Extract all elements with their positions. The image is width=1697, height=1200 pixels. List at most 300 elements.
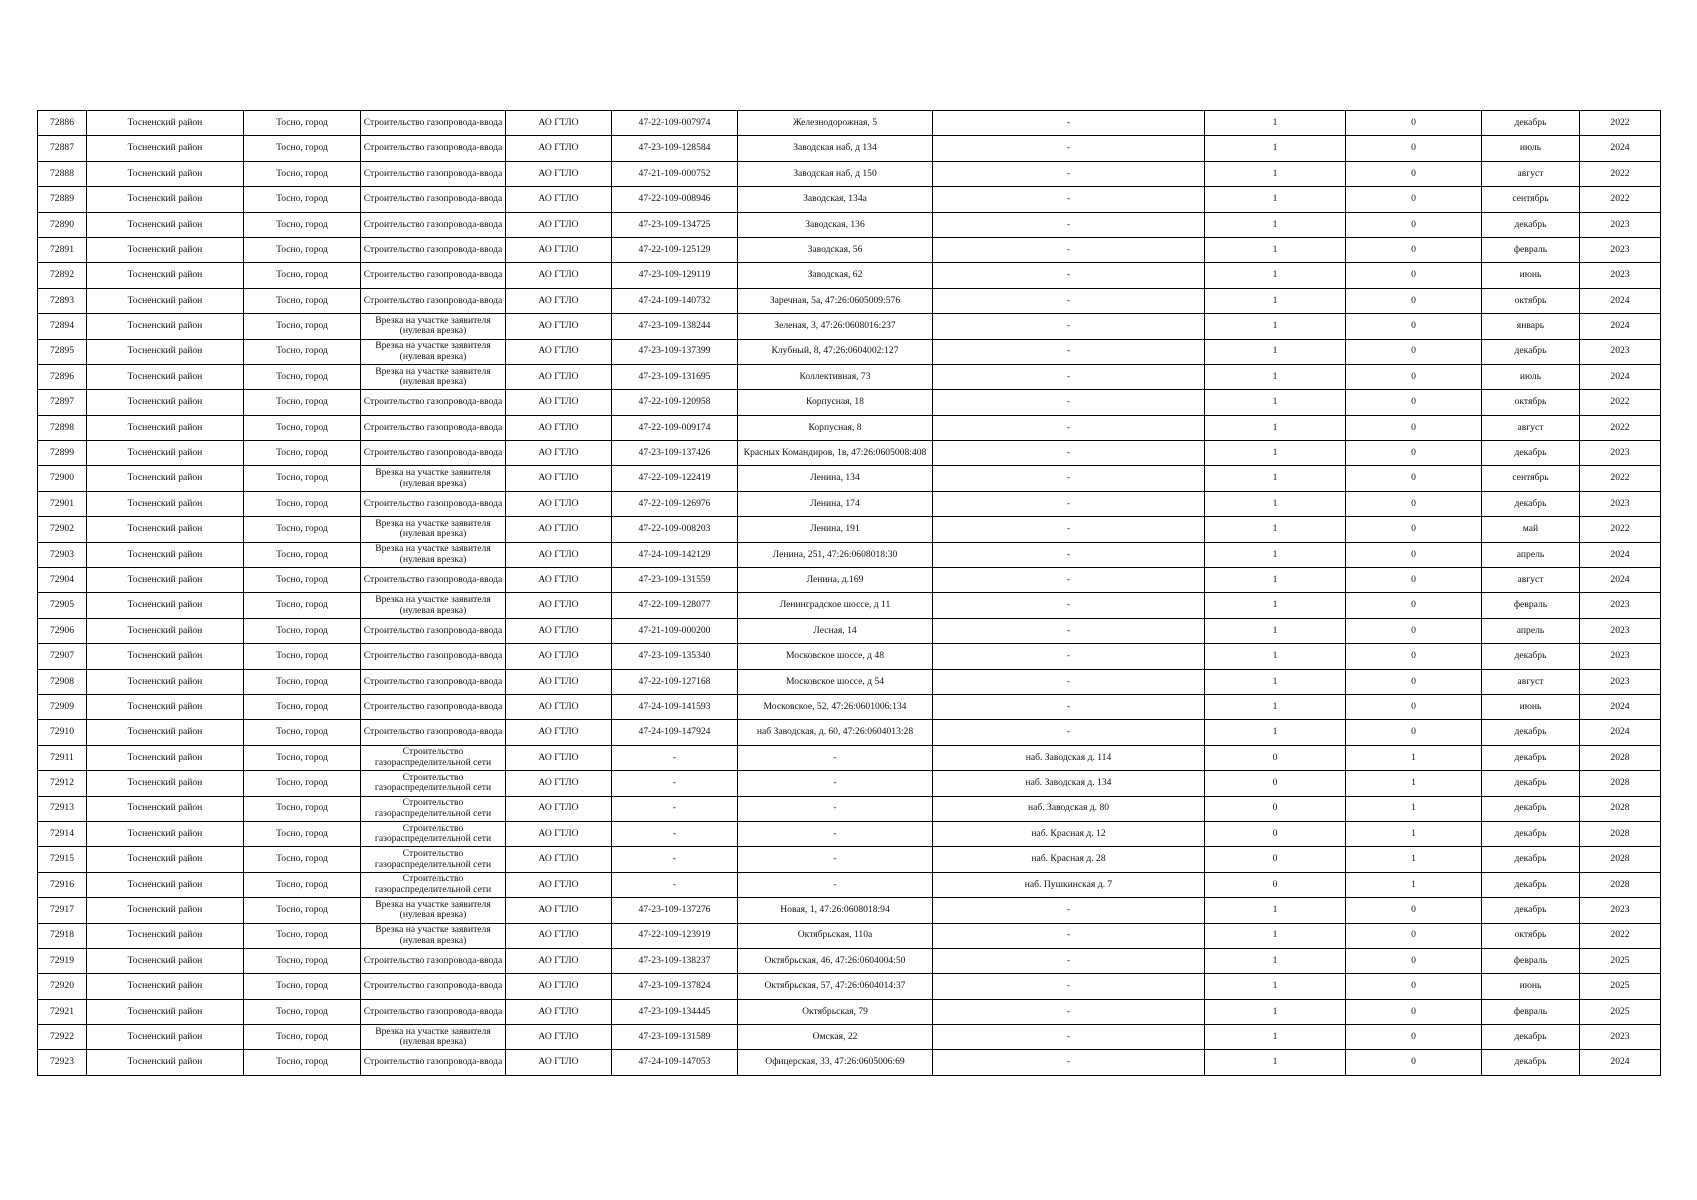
cell-work-type: Врезка на участке заявителя (нулевая врезка) (361, 542, 506, 567)
cell-work-type: Строительство газопровода-ввода (361, 618, 506, 643)
cell-row-number: 72921 (38, 999, 87, 1024)
cell-month: декабрь (1482, 745, 1580, 770)
cell-row-number: 72889 (38, 187, 87, 212)
cell-network-address: - (933, 720, 1205, 745)
cell-year: 2022 (1580, 415, 1661, 440)
cell-year: 2022 (1580, 517, 1661, 542)
cell-district: Тосненский район (87, 161, 244, 186)
cell-locality: Тосно, город (244, 847, 361, 872)
cell-network-address: - (933, 999, 1205, 1024)
cell-count-b: 0 (1346, 288, 1482, 313)
cell-application-number: - (612, 796, 738, 821)
cell-row-number: 72917 (38, 898, 87, 923)
cell-district: Тосненский район (87, 314, 244, 339)
cell-work-type: Строительство газопровода-ввода (361, 999, 506, 1024)
cell-locality: Тосно, город (244, 745, 361, 770)
cell-row-number: 72890 (38, 212, 87, 237)
cell-row-number: 72913 (38, 796, 87, 821)
cell-count-a: 1 (1205, 441, 1346, 466)
cell-address: Ленина, 251, 47:26:0608018:30 (738, 542, 933, 567)
cell-count-b: 0 (1346, 720, 1482, 745)
cell-district: Тосненский район (87, 364, 244, 389)
cell-count-a: 1 (1205, 948, 1346, 973)
cell-row-number: 72892 (38, 263, 87, 288)
cell-count-a: 1 (1205, 237, 1346, 262)
cell-count-b: 0 (1346, 314, 1482, 339)
cell-address: Ленинградское шоссе, д 11 (738, 593, 933, 618)
cell-district: Тосненский район (87, 999, 244, 1024)
cell-count-b: 0 (1346, 466, 1482, 491)
cell-count-b: 0 (1346, 694, 1482, 719)
cell-district: Тосненский район (87, 974, 244, 999)
cell-month: сентябрь (1482, 466, 1580, 491)
cell-locality: Тосно, город (244, 136, 361, 161)
cell-row-number: 72899 (38, 441, 87, 466)
table-row (38, 720, 1661, 745)
cell-application-number: 47-22-109-126976 (612, 491, 738, 516)
table-row (38, 466, 1661, 491)
cell-organization: АО ГТЛО (506, 898, 612, 923)
cell-network-address: - (933, 415, 1205, 440)
cell-locality: Тосно, город (244, 491, 361, 516)
table-row (38, 288, 1661, 313)
cell-locality: Тосно, город (244, 974, 361, 999)
cell-month: июль (1482, 364, 1580, 389)
cell-year: 2025 (1580, 948, 1661, 973)
cell-organization: АО ГТЛО (506, 974, 612, 999)
cell-month: июнь (1482, 263, 1580, 288)
cell-district: Тосненский район (87, 517, 244, 542)
cell-month: февраль (1482, 593, 1580, 618)
cell-network-address: - (933, 390, 1205, 415)
cell-row-number: 72905 (38, 593, 87, 618)
cell-locality: Тосно, город (244, 542, 361, 567)
cell-month: сентябрь (1482, 187, 1580, 212)
cell-locality: Тосно, город (244, 1050, 361, 1075)
cell-year: 2022 (1580, 466, 1661, 491)
cell-application-number: 47-23-109-131559 (612, 568, 738, 593)
cell-organization: АО ГТЛО (506, 314, 612, 339)
cell-district: Тосненский район (87, 339, 244, 364)
cell-count-a: 1 (1205, 923, 1346, 948)
cell-work-type: Строительство газопровода-ввода (361, 1050, 506, 1075)
cell-year: 2022 (1580, 161, 1661, 186)
cell-count-b: 1 (1346, 821, 1482, 846)
cell-locality: Тосно, город (244, 212, 361, 237)
cell-row-number: 72904 (38, 568, 87, 593)
cell-application-number: 47-23-109-137399 (612, 339, 738, 364)
cell-work-type: Врезка на участке заявителя (нулевая врезка) (361, 364, 506, 389)
cell-address: Ленина, 134 (738, 466, 933, 491)
table-row (38, 212, 1661, 237)
cell-application-number: 47-22-109-122419 (612, 466, 738, 491)
cell-organization: АО ГТЛО (506, 466, 612, 491)
cell-district: Тосненский район (87, 288, 244, 313)
cell-work-type: Строительство газопровода-ввода (361, 288, 506, 313)
cell-organization: АО ГТЛО (506, 390, 612, 415)
cell-month: октябрь (1482, 390, 1580, 415)
cell-work-type: Строительство газопровода-ввода (361, 263, 506, 288)
cell-network-address: - (933, 694, 1205, 719)
cell-row-number: 72911 (38, 745, 87, 770)
cell-count-b: 1 (1346, 872, 1482, 897)
cell-address: Офицерская, 33, 47:26:0605006:69 (738, 1050, 933, 1075)
cell-count-b: 0 (1346, 898, 1482, 923)
cell-row-number: 72886 (38, 111, 87, 136)
cell-year: 2022 (1580, 187, 1661, 212)
cell-year: 2024 (1580, 694, 1661, 719)
cell-address: Заводская, 134а (738, 187, 933, 212)
cell-application-number: 47-22-109-125129 (612, 237, 738, 262)
cell-year: 2028 (1580, 872, 1661, 897)
cell-row-number: 72910 (38, 720, 87, 745)
cell-work-type: Строительство газопровода-ввода (361, 644, 506, 669)
cell-district: Тосненский район (87, 872, 244, 897)
cell-row-number: 72895 (38, 339, 87, 364)
cell-work-type: Врезка на участке заявителя (нулевая врезка) (361, 898, 506, 923)
cell-month: декабрь (1482, 339, 1580, 364)
cell-address: Заречная, 5а, 47:26:0605009:576 (738, 288, 933, 313)
cell-address: Московское шоссе, д 54 (738, 669, 933, 694)
cell-organization: АО ГТЛО (506, 441, 612, 466)
table-row (38, 847, 1661, 872)
table-row (38, 898, 1661, 923)
cell-month: август (1482, 568, 1580, 593)
cell-work-type: Строительство газораспределительной сети (361, 771, 506, 796)
cell-month: декабрь (1482, 771, 1580, 796)
cell-count-b: 0 (1346, 517, 1482, 542)
cell-address: Коллективная, 73 (738, 364, 933, 389)
cell-organization: АО ГТЛО (506, 669, 612, 694)
table-row (38, 390, 1661, 415)
cell-district: Тосненский район (87, 390, 244, 415)
cell-count-a: 1 (1205, 1050, 1346, 1075)
cell-row-number: 72912 (38, 771, 87, 796)
cell-application-number: 47-22-109-123919 (612, 923, 738, 948)
cell-locality: Тосно, город (244, 821, 361, 846)
cell-count-b: 0 (1346, 568, 1482, 593)
cell-row-number: 72909 (38, 694, 87, 719)
cell-year: 2024 (1580, 314, 1661, 339)
cell-application-number: 47-24-109-147924 (612, 720, 738, 745)
cell-month: июнь (1482, 694, 1580, 719)
cell-month: декабрь (1482, 1050, 1580, 1075)
cell-organization: АО ГТЛО (506, 288, 612, 313)
cell-network-address: - (933, 491, 1205, 516)
cell-year: 2028 (1580, 821, 1661, 846)
cell-month: октябрь (1482, 288, 1580, 313)
cell-work-type: Строительство газопровода-ввода (361, 212, 506, 237)
cell-network-address: наб. Красная д. 28 (933, 847, 1205, 872)
cell-organization: АО ГТЛО (506, 212, 612, 237)
cell-work-type: Строительство газопровода-ввода (361, 720, 506, 745)
table-row (38, 187, 1661, 212)
cell-work-type: Строительство газопровода-ввода (361, 187, 506, 212)
cell-count-a: 1 (1205, 314, 1346, 339)
cell-count-b: 0 (1346, 618, 1482, 643)
cell-count-b: 0 (1346, 491, 1482, 516)
cell-row-number: 72891 (38, 237, 87, 262)
cell-count-b: 0 (1346, 593, 1482, 618)
cell-network-address: - (933, 237, 1205, 262)
cell-address: - (738, 847, 933, 872)
table-row (38, 948, 1661, 973)
table-row (38, 872, 1661, 897)
cell-locality: Тосно, город (244, 517, 361, 542)
cell-application-number: 47-23-109-135340 (612, 644, 738, 669)
cell-count-b: 0 (1346, 441, 1482, 466)
cell-locality: Тосно, город (244, 796, 361, 821)
cell-count-a: 1 (1205, 593, 1346, 618)
cell-network-address: - (933, 593, 1205, 618)
cell-year: 2028 (1580, 745, 1661, 770)
cell-row-number: 72915 (38, 847, 87, 872)
cell-month: август (1482, 415, 1580, 440)
table-row (38, 263, 1661, 288)
cell-application-number: 47-23-109-138244 (612, 314, 738, 339)
cell-month: декабрь (1482, 898, 1580, 923)
cell-district: Тосненский район (87, 669, 244, 694)
cell-address: Красных Командиров, 1в, 47:26:0605008:408 (738, 441, 933, 466)
cell-month: декабрь (1482, 872, 1580, 897)
cell-count-b: 0 (1346, 948, 1482, 973)
cell-count-b: 1 (1346, 771, 1482, 796)
cell-network-address: - (933, 923, 1205, 948)
cell-locality: Тосно, город (244, 999, 361, 1024)
cell-address: Корпусная, 18 (738, 390, 933, 415)
cell-district: Тосненский район (87, 1025, 244, 1050)
cell-organization: АО ГТЛО (506, 847, 612, 872)
cell-row-number: 72901 (38, 491, 87, 516)
cell-network-address: - (933, 618, 1205, 643)
cell-network-address: - (933, 288, 1205, 313)
cell-organization: АО ГТЛО (506, 999, 612, 1024)
cell-address: - (738, 771, 933, 796)
cell-row-number: 72906 (38, 618, 87, 643)
cell-network-address: - (933, 974, 1205, 999)
cell-organization: АО ГТЛО (506, 339, 612, 364)
cell-locality: Тосно, город (244, 872, 361, 897)
cell-district: Тосненский район (87, 847, 244, 872)
cell-count-a: 1 (1205, 898, 1346, 923)
cell-count-b: 0 (1346, 542, 1482, 567)
cell-count-a: 1 (1205, 999, 1346, 1024)
cell-count-a: 1 (1205, 187, 1346, 212)
cell-address: Заводская, 56 (738, 237, 933, 262)
cell-month: декабрь (1482, 491, 1580, 516)
cell-application-number: 47-23-109-134725 (612, 212, 738, 237)
cell-year: 2028 (1580, 771, 1661, 796)
cell-count-a: 1 (1205, 517, 1346, 542)
table-row (38, 771, 1661, 796)
cell-count-a: 1 (1205, 111, 1346, 136)
cell-year: 2023 (1580, 644, 1661, 669)
table-row (38, 441, 1661, 466)
cell-month: август (1482, 161, 1580, 186)
cell-work-type: Врезка на участке заявителя (нулевая врезка) (361, 923, 506, 948)
cell-application-number: - (612, 745, 738, 770)
cell-work-type: Строительство газопровода-ввода (361, 568, 506, 593)
cell-count-b: 0 (1346, 237, 1482, 262)
cell-locality: Тосно, город (244, 720, 361, 745)
cell-locality: Тосно, город (244, 466, 361, 491)
cell-district: Тосненский район (87, 111, 244, 136)
table-row (38, 161, 1661, 186)
cell-organization: АО ГТЛО (506, 517, 612, 542)
cell-row-number: 72914 (38, 821, 87, 846)
cell-year: 2028 (1580, 847, 1661, 872)
cell-work-type: Врезка на участке заявителя (нулевая врезка) (361, 1025, 506, 1050)
cell-row-number: 72922 (38, 1025, 87, 1050)
cell-year: 2023 (1580, 669, 1661, 694)
cell-count-a: 0 (1205, 847, 1346, 872)
cell-work-type: Врезка на участке заявителя (нулевая врезка) (361, 593, 506, 618)
cell-row-number: 72903 (38, 542, 87, 567)
table-row (38, 568, 1661, 593)
cell-count-a: 1 (1205, 212, 1346, 237)
table-body (38, 111, 1661, 1076)
cell-year: 2024 (1580, 720, 1661, 745)
table-row (38, 821, 1661, 846)
cell-application-number: 47-23-109-137426 (612, 441, 738, 466)
cell-district: Тосненский район (87, 1050, 244, 1075)
cell-count-b: 0 (1346, 161, 1482, 186)
cell-work-type: Строительство газопровода-ввода (361, 948, 506, 973)
cell-address: Октябрьская, 57, 47:26:0604014:37 (738, 974, 933, 999)
cell-network-address: - (933, 1025, 1205, 1050)
cell-count-b: 1 (1346, 847, 1482, 872)
cell-address: Московское, 52, 47:26:0601006:134 (738, 694, 933, 719)
cell-address: Железнодорожная, 5 (738, 111, 933, 136)
cell-district: Тосненский район (87, 720, 244, 745)
cell-count-b: 0 (1346, 974, 1482, 999)
cell-month: август (1482, 669, 1580, 694)
cell-count-a: 0 (1205, 796, 1346, 821)
cell-count-a: 1 (1205, 263, 1346, 288)
table-row (38, 593, 1661, 618)
cell-organization: АО ГТЛО (506, 796, 612, 821)
cell-work-type: Строительство газопровода-ввода (361, 974, 506, 999)
cell-year: 2023 (1580, 1025, 1661, 1050)
cell-application-number: 47-22-109-128077 (612, 593, 738, 618)
cell-network-address: - (933, 364, 1205, 389)
table-row (38, 644, 1661, 669)
cell-year: 2023 (1580, 618, 1661, 643)
cell-count-b: 0 (1346, 187, 1482, 212)
cell-locality: Тосно, город (244, 187, 361, 212)
cell-application-number: 47-22-109-008203 (612, 517, 738, 542)
cell-application-number: 47-23-109-137824 (612, 974, 738, 999)
cell-address: Октябрьская, 46, 47:26:0604004:50 (738, 948, 933, 973)
cell-organization: АО ГТЛО (506, 263, 612, 288)
cell-row-number: 72894 (38, 314, 87, 339)
cell-district: Тосненский район (87, 593, 244, 618)
cell-locality: Тосно, город (244, 415, 361, 440)
cell-application-number: 47-23-109-128584 (612, 136, 738, 161)
cell-month: декабрь (1482, 1025, 1580, 1050)
cell-network-address: наб. Красная д. 12 (933, 821, 1205, 846)
cell-organization: АО ГТЛО (506, 568, 612, 593)
cell-month: декабрь (1482, 212, 1580, 237)
cell-district: Тосненский район (87, 415, 244, 440)
cell-count-b: 0 (1346, 390, 1482, 415)
cell-month: февраль (1482, 948, 1580, 973)
cell-address: Заводская наб, д 150 (738, 161, 933, 186)
cell-organization: АО ГТЛО (506, 415, 612, 440)
cell-district: Тосненский район (87, 796, 244, 821)
cell-network-address: - (933, 212, 1205, 237)
cell-row-number: 72919 (38, 948, 87, 973)
cell-application-number: 47-23-109-137276 (612, 898, 738, 923)
cell-month: апрель (1482, 618, 1580, 643)
cell-organization: АО ГТЛО (506, 948, 612, 973)
cell-year: 2022 (1580, 111, 1661, 136)
cell-organization: АО ГТЛО (506, 923, 612, 948)
cell-count-b: 0 (1346, 136, 1482, 161)
cell-month: декабрь (1482, 821, 1580, 846)
cell-application-number: 47-24-109-140732 (612, 288, 738, 313)
cell-application-number: 47-23-109-129119 (612, 263, 738, 288)
cell-organization: АО ГТЛО (506, 720, 612, 745)
cell-application-number: 47-22-109-008946 (612, 187, 738, 212)
cell-count-a: 1 (1205, 390, 1346, 415)
cell-address: Зеленая, 3, 47:26:0608016:237 (738, 314, 933, 339)
cell-locality: Тосно, город (244, 339, 361, 364)
cell-count-b: 0 (1346, 644, 1482, 669)
cell-locality: Тосно, город (244, 161, 361, 186)
cell-district: Тосненский район (87, 923, 244, 948)
cell-address: - (738, 796, 933, 821)
cell-work-type: Строительство газопровода-ввода (361, 111, 506, 136)
cell-network-address: - (933, 314, 1205, 339)
cell-network-address: наб. Заводская д. 114 (933, 745, 1205, 770)
table-row (38, 974, 1661, 999)
cell-month: январь (1482, 314, 1580, 339)
cell-organization: АО ГТЛО (506, 542, 612, 567)
cell-work-type: Строительство газопровода-ввода (361, 415, 506, 440)
cell-year: 2025 (1580, 974, 1661, 999)
cell-month: апрель (1482, 542, 1580, 567)
cell-year: 2024 (1580, 1050, 1661, 1075)
cell-network-address: - (933, 441, 1205, 466)
table-row (38, 796, 1661, 821)
cell-count-a: 1 (1205, 542, 1346, 567)
cell-application-number: 47-23-109-131695 (612, 364, 738, 389)
cell-count-b: 0 (1346, 339, 1482, 364)
cell-row-number: 72902 (38, 517, 87, 542)
cell-district: Тосненский район (87, 771, 244, 796)
cell-address: Ленина, 191 (738, 517, 933, 542)
cell-count-a: 1 (1205, 694, 1346, 719)
cell-address: Заводская, 136 (738, 212, 933, 237)
cell-network-address: - (933, 187, 1205, 212)
cell-row-number: 72900 (38, 466, 87, 491)
cell-network-address: наб. Заводская д. 134 (933, 771, 1205, 796)
cell-row-number: 72897 (38, 390, 87, 415)
cell-year: 2024 (1580, 136, 1661, 161)
cell-district: Тосненский район (87, 187, 244, 212)
cell-month: октябрь (1482, 923, 1580, 948)
cell-district: Тосненский район (87, 212, 244, 237)
cell-count-a: 1 (1205, 644, 1346, 669)
cell-count-b: 0 (1346, 669, 1482, 694)
cell-network-address: наб. Заводская д. 80 (933, 796, 1205, 821)
cell-address: Заводская наб, д 134 (738, 136, 933, 161)
cell-count-a: 0 (1205, 745, 1346, 770)
cell-count-a: 1 (1205, 974, 1346, 999)
cell-application-number: 47-22-109-120958 (612, 390, 738, 415)
cell-count-a: 1 (1205, 618, 1346, 643)
